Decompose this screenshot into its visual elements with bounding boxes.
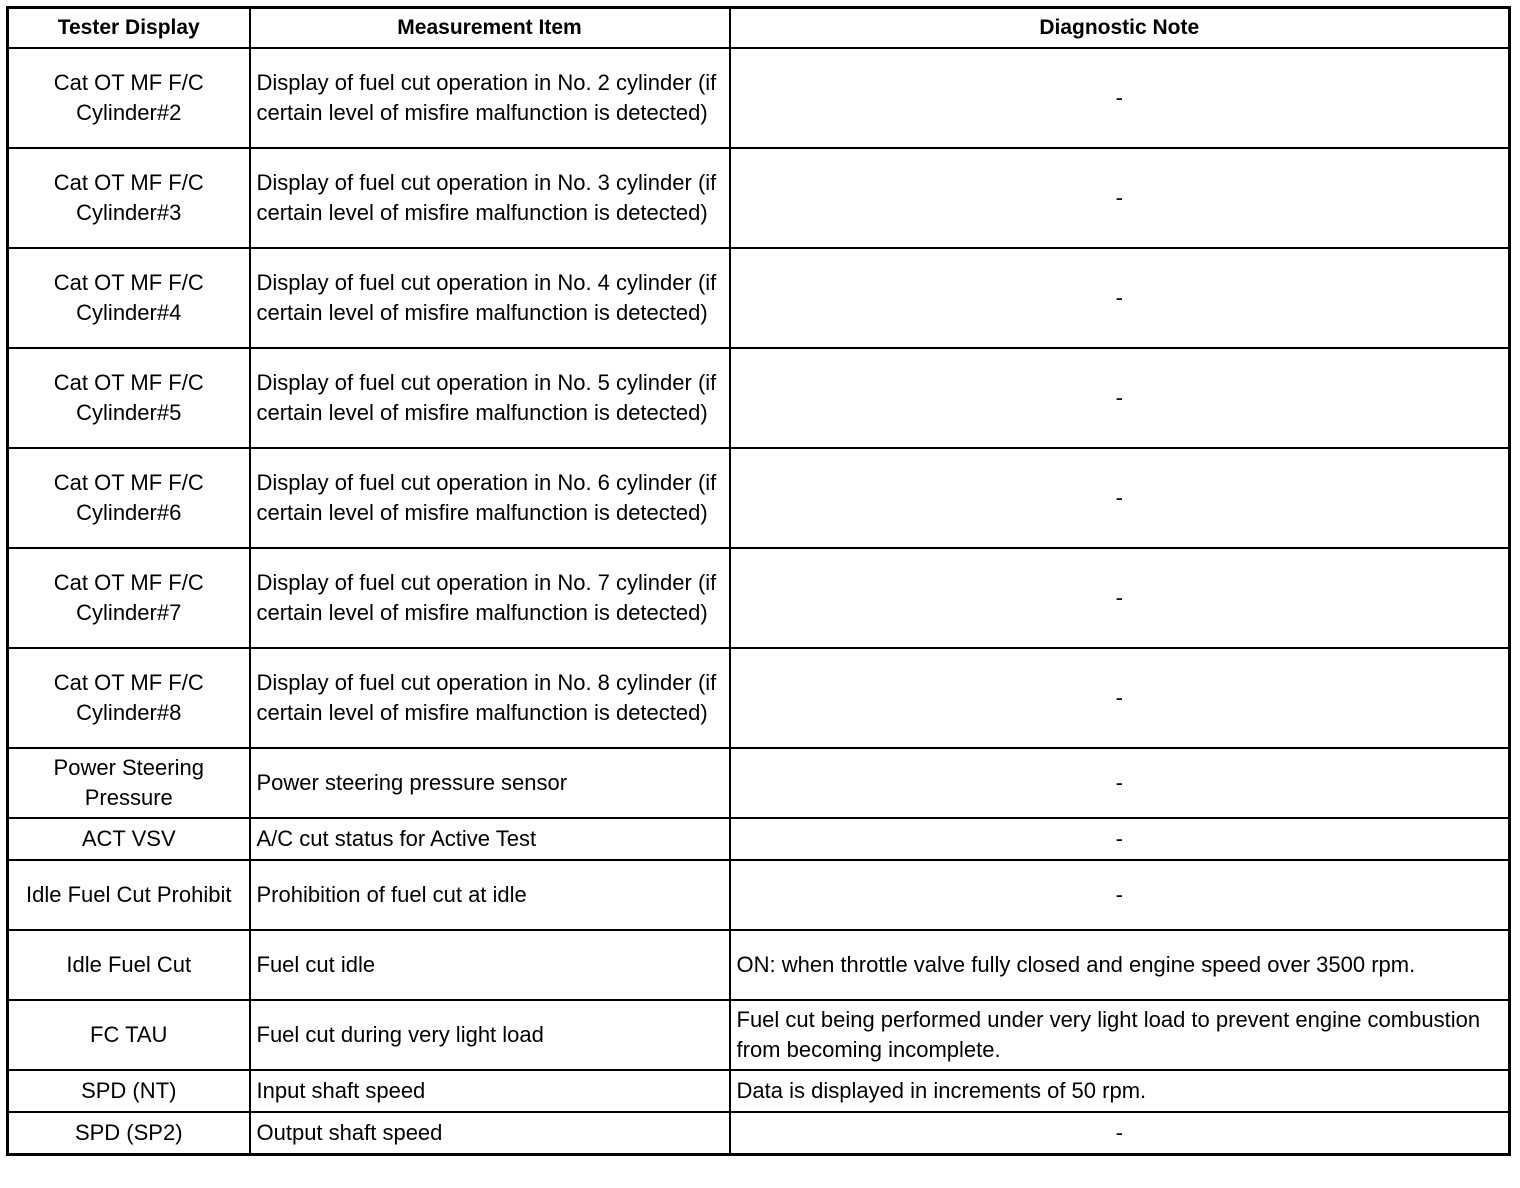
diagnostic-note-cell: -: [730, 448, 1510, 548]
diagnostic-note-cell: -: [730, 1112, 1510, 1155]
header-tester-display: Tester Display: [8, 8, 250, 49]
tester-display-cell: ACT VSV: [8, 818, 250, 860]
measurement-item-cell: Prohibition of fuel cut at idle: [250, 860, 730, 930]
diagnostic-data-table: [6, 6, 1511, 1156]
tester-display-cell: Cat OT MF F/C Cylinder#7: [8, 548, 250, 648]
tester-display-cell: SPD (NT): [8, 1070, 250, 1112]
tester-display-cell: Idle Fuel Cut: [8, 930, 250, 1000]
diagnostic-note-cell: -: [730, 48, 1510, 148]
table-row: [8, 818, 1510, 860]
tester-display-cell: Cat OT MF F/C Cylinder#3: [8, 148, 250, 248]
table-header-row: [8, 8, 1510, 49]
diagnostic-note-cell: -: [730, 248, 1510, 348]
diagnostic-note-cell: -: [730, 818, 1510, 860]
diagnostic-note-cell: -: [730, 148, 1510, 248]
table-row: [8, 930, 1510, 1000]
measurement-item-cell: Input shaft speed: [250, 1070, 730, 1112]
measurement-item-cell: A/C cut status for Active Test: [250, 818, 730, 860]
measurement-item-cell: Power steering pressure sensor: [250, 748, 730, 818]
tester-display-cell: Cat OT MF F/C Cylinder#4: [8, 248, 250, 348]
measurement-item-cell: Display of fuel cut operation in No. 5 cylinder (if certain level of misfire malfunction is detected): [250, 348, 730, 448]
table-row: [8, 648, 1510, 748]
measurement-item-cell: Display of fuel cut operation in No. 7 cylinder (if certain level of misfire malfunction is detected): [250, 548, 730, 648]
header-diagnostic-note: Diagnostic Note: [730, 8, 1510, 49]
table-row: [8, 1112, 1510, 1155]
diagnostic-note-cell: -: [730, 860, 1510, 930]
measurement-item-cell: Fuel cut during very light load: [250, 1000, 730, 1070]
tester-display-cell: SPD (SP2): [8, 1112, 250, 1155]
tester-display-cell: Cat OT MF F/C Cylinder#2: [8, 48, 250, 148]
measurement-item-cell: Display of fuel cut operation in No. 8 cylinder (if certain level of misfire malfunction is detected): [250, 648, 730, 748]
tester-display-cell: Cat OT MF F/C Cylinder#6: [8, 448, 250, 548]
table-row: [8, 860, 1510, 930]
measurement-item-cell: Display of fuel cut operation in No. 4 cylinder (if certain level of misfire malfunction is detected): [250, 248, 730, 348]
measurement-item-cell: Display of fuel cut operation in No. 3 cylinder (if certain level of misfire malfunction is detected): [250, 148, 730, 248]
tester-display-cell: Cat OT MF F/C Cylinder#5: [8, 348, 250, 448]
tester-display-cell: Cat OT MF F/C Cylinder#8: [8, 648, 250, 748]
table-row: [8, 348, 1510, 448]
table-row: [8, 48, 1510, 148]
table-row: [8, 1070, 1510, 1112]
table-row: [8, 1000, 1510, 1070]
header-measurement-item: Measurement Item: [250, 8, 730, 49]
diagnostic-note-cell: Data is displayed in increments of 50 rpm.: [730, 1070, 1510, 1112]
measurement-item-cell: Display of fuel cut operation in No. 2 cylinder (if certain level of misfire malfunction is detected): [250, 48, 730, 148]
diagnostic-note-cell: -: [730, 548, 1510, 648]
table-row: [8, 148, 1510, 248]
measurement-item-cell: Fuel cut idle: [250, 930, 730, 1000]
tester-display-cell: Idle Fuel Cut Prohibit: [8, 860, 250, 930]
table-row: [8, 448, 1510, 548]
table-row: [8, 748, 1510, 818]
diagnostic-note-cell: ON: when throttle valve fully closed and engine speed over 3500 rpm.: [730, 930, 1510, 1000]
measurement-item-cell: Output shaft speed: [250, 1112, 730, 1155]
measurement-item-cell: Display of fuel cut operation in No. 6 cylinder (if certain level of misfire malfunction is detected): [250, 448, 730, 548]
table-row: [8, 248, 1510, 348]
diagnostic-note-cell: -: [730, 348, 1510, 448]
diagnostic-note-cell: -: [730, 648, 1510, 748]
diagnostic-note-cell: -: [730, 748, 1510, 818]
tester-display-cell: Power Steering Pressure: [8, 748, 250, 818]
tester-display-cell: FC TAU: [8, 1000, 250, 1070]
table-row: [8, 548, 1510, 648]
diagnostic-note-cell: Fuel cut being performed under very light load to prevent engine combustion from becoming incomplete.: [730, 1000, 1510, 1070]
